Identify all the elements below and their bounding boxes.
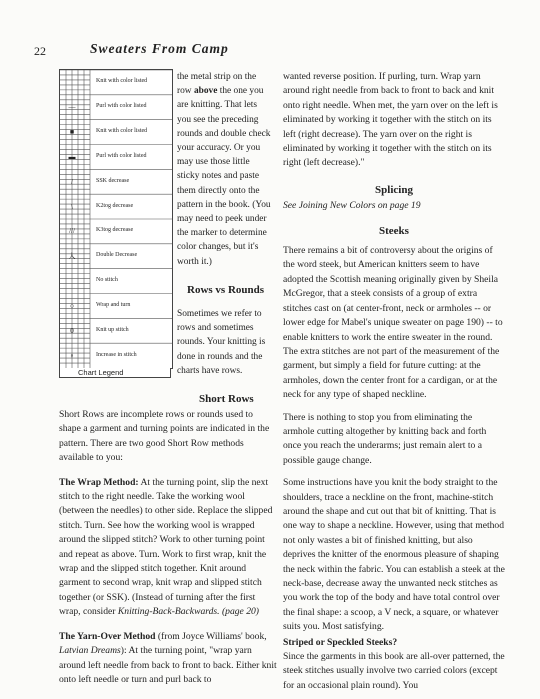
legend-item	[60, 194, 172, 221]
legend-label: Knit with color listed	[96, 128, 148, 135]
short-rows-paragraph: Short Rows are incomplete rows or rounds used to shape a garment and turning points are indicated in the pattern. There are two good Short Row methods available to you:	[59, 409, 270, 464]
legend-label: K3tog decrease	[96, 227, 134, 234]
legend-item	[60, 145, 172, 172]
legend-symbol: 0	[70, 326, 74, 335]
legend-item	[60, 343, 172, 370]
legend-item	[60, 120, 172, 147]
legend-item	[60, 244, 172, 271]
legend-symbol: ▬	[68, 152, 76, 161]
legend-label: Double Decrease	[96, 252, 138, 259]
legend-label: No stitch	[96, 277, 118, 284]
legend-symbol: —	[68, 103, 76, 112]
legend-item	[60, 269, 172, 296]
legend-symbol: ○	[69, 301, 75, 310]
legend-item	[60, 219, 172, 246]
heading-steeks: Steeks	[379, 224, 409, 237]
left-column	[59, 408, 277, 687]
see-joining-link: See Joining New Colors on page 19	[283, 200, 421, 212]
yarn-over-continued: wanted reverse position. If purling, turn. Wrap yarn around right needle from back to front to back and knit onto right needle. When met, the yarn over on the left is eliminated by working it together with the stitch on its left (right decrease). The yarn over on the right is eliminated by working it together with the stitch on its right (left decrease)."	[283, 71, 498, 169]
legend-symbol: ///	[69, 227, 75, 236]
legend-label: Purl with color listed	[96, 152, 147, 159]
legend-item	[60, 70, 172, 97]
legend-symbol: /	[71, 177, 73, 186]
legend-item	[60, 318, 172, 345]
right-column	[283, 70, 505, 693]
legend-label: Wrap and turn	[96, 301, 131, 308]
heading-splicing: Splicing	[375, 183, 413, 196]
legend-item	[60, 294, 172, 321]
legend-symbol	[68, 277, 76, 285]
legend-symbol: \	[71, 202, 73, 211]
legend-symbol: 人	[68, 252, 76, 261]
legend-symbol: ♀	[69, 351, 75, 360]
chart-legend	[59, 69, 173, 369]
heading-striped-steeks: Striped or Speckled Steeks?	[283, 636, 398, 648]
legend-label: Knit up stitch	[96, 326, 129, 333]
legend-symbol: ■	[69, 128, 75, 137]
legend-label: Increase in stitch	[96, 351, 137, 358]
legend-label: Knit with color listed	[96, 78, 148, 85]
running-head: Sweaters From Camp	[90, 41, 229, 56]
striped-paragraph: Since the garments in this book are all-over patterned, the steek stitches usually involve two carried colors (except for an occasional plain round). You	[283, 651, 505, 691]
marker-paragraph: the metal strip on the row above the one you are knitting. That lets you see the preceding rounds and double check your accuracy. Or you may use those little sticky notes and paste them directly onto the pattern in the book. (You may need to peek under the marker to determine color changes, but it's worth it.)	[177, 72, 271, 267]
chart-legend-caption: Chart Legend	[59, 368, 171, 378]
armhole-paragraph: There is nothing to stop you from eliminating the armhole cutting altogether by knitting back and forth once you reach the underarms; just remain alert to a possible gauge change.	[283, 411, 487, 466]
steeks-paragraph: There remains a bit of controversy about the origins of the word steek, but American knitters seem to have adopted the Scottish meaning originally given by Sheila McGregor, that a steek consists of a group of extra stitches cast on (at center-front, neck or armholes -- or lower edge for Mabel's unique sweater on page 190) -- to enable knitters to work the entire sweater in the round. The extra stitches are not part of the measurement of the garment, but simply a field for future cutting: at the armholes, down the center front for a cardigan, or at the neck for any type of shaped neckline.	[283, 245, 503, 401]
yarn-over-paragraph: The Yarn-Over Method (from Joyce Williams' book, Latvian Dreams): At the turning point, "wrap yarn around left needle from back to front to back. Either knit onto left needle or turn and purl back to	[59, 630, 277, 685]
legend-label: Purl with color listed	[96, 103, 147, 110]
page-number: 22	[34, 44, 46, 58]
rows-paragraph: Sometimes we refer to rows and sometimes rounds. Your knitting is done in rounds and the charts have rows.	[177, 309, 266, 376]
heading-rows-vs-rounds: Rows vs Rounds	[187, 283, 265, 296]
legend-item	[60, 95, 172, 122]
legend-label: K2tog decrease	[96, 202, 134, 209]
legend-item	[60, 169, 172, 196]
middle-column	[177, 70, 273, 406]
wrap-method-paragraph: The Wrap Method: At the turning point, slip the next stitch to the right needle. Take the working wool (between the needles) to other side. Replace the slipped stitch. Turn. See how the working wool is wrapped around the slipped stitch? Work to other turning point and repeat as above. Turn. Work to first wrap, knit the wrap and the slipped stitch together. Knit around garment to second wrap, knit wrap and slipped stitch together (or SSK). (Instead of turning after the first wrap, consider Knitting-Back-Backwards. (page 20)	[59, 476, 273, 618]
legend-label: SSK decrease	[96, 177, 130, 184]
legend-symbol	[68, 78, 76, 86]
heading-short-rows: Short Rows	[199, 393, 254, 406]
neckline-paragraph: Some instructions have you knit the body straight to the shoulders, trace a neckline on the front, machine-stitch around the shape and cut out that bit of knitting. That is one way to shape a neckline. However, using that method not only wastes a bit of finished knitting, but also deprives the knitter of the enormous pleasure of shaping the neck within the fabric. You can establish a steek at the neck-base, decrease away the unwanted neck stitches as you work the top of the body and have total control over the final shape: a scoop, a V neck, a square, or whatever suits you. Most satisfying.	[283, 477, 505, 633]
